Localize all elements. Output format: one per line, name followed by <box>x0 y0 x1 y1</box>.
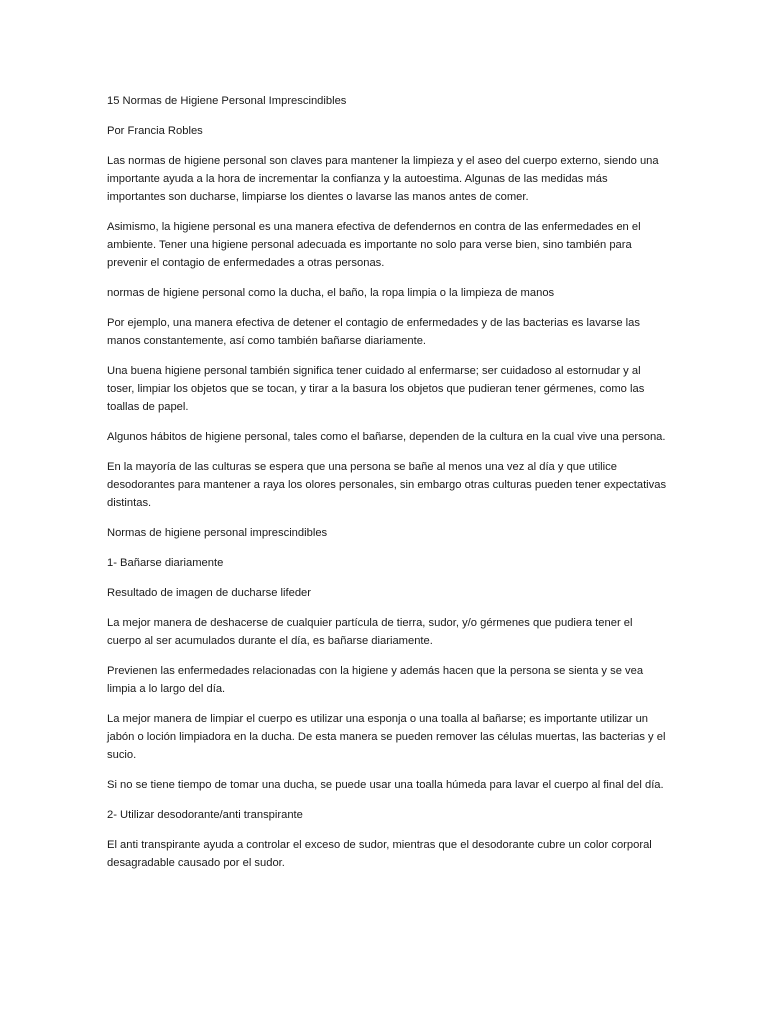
paragraph: El anti transpirante ayuda a controlar el exceso de sudor, mientras que el desodorante cubre un color corporal desagradable causado por el sudor. <box>107 839 652 869</box>
paragraph: La mejor manera de deshacerse de cualquier partícula de tierra, sudor, y/o gérmenes que pudiera tener el cuerpo al ser acumulados durante el día, es bañarse diariamente. <box>107 617 633 647</box>
subsection-heading: 2- Utilizar desodorante/anti transpirante <box>107 809 303 821</box>
paragraph: Asimismo, la higiene personal es una manera efectiva de defendernos en contra de las enfermedades en el ambiente. Tener una higiene personal adecuada es importante no solo para verse bien, sino también para prevenir el contagio de enfermedades a otras personas. <box>107 221 641 269</box>
document-body <box>107 92 667 884</box>
paragraph: Por ejemplo, una manera efectiva de detener el contagio de enfermedades y de las bacterias es lavarse las manos constantemente, así como también bañarse diariamente. <box>107 317 640 347</box>
paragraph: Algunos hábitos de higiene personal, tales como el bañarse, dependen de la cultura en la cual vive una persona. <box>107 431 666 443</box>
document-title: 15 Normas de Higiene Personal Imprescindibles <box>107 95 347 107</box>
document-author: Por Francia Robles <box>107 125 203 137</box>
section-heading: Normas de higiene personal imprescindibles <box>107 527 328 539</box>
subsection-heading: 1- Bañarse diariamente <box>107 557 224 569</box>
paragraph: Una buena higiene personal también significa tener cuidado al enfermarse; ser cuidadoso al estornudar y al toser, limpiar los objetos que se tocan, y tirar a la basura los objetos que pudieran tener gérmenes, como las toallas de papel. <box>107 365 645 413</box>
paragraph: Si no se tiene tiempo de tomar una ducha, se puede usar una toalla húmeda para lavar el cuerpo al final del día. <box>107 779 664 791</box>
paragraph: Las normas de higiene personal son claves para mantener la limpieza y el aseo del cuerpo externo, siendo una importante ayuda a la hora de incrementar la confianza y la autoestima. Algunas de las medidas más importantes son ducharse, limpiarse los dientes o lavarse las manos antes de comer. <box>107 155 659 203</box>
paragraph: En la mayoría de las culturas se espera que una persona se bañe al menos una vez al día y que utilice desodorantes para mantener a raya los olores personales, sin embargo otras culturas pueden tener expectativas distintas. <box>107 461 667 509</box>
image-caption: Resultado de imagen de ducharse lifeder <box>107 587 311 599</box>
paragraph: Previenen las enfermedades relacionadas con la higiene y además hacen que la persona se sienta y se vea limpia a lo largo del día. <box>107 665 644 695</box>
image-caption: normas de higiene personal como la ducha, el baño, la ropa limpia o la limpieza de manos <box>107 287 555 299</box>
paragraph: La mejor manera de limpiar el cuerpo es utilizar una esponja o una toalla al bañarse; es importante utilizar un jabón o loción limpiadora en la ducha. De esta manera se pueden remover las células muertas, las bacterias y el sucio. <box>107 713 666 761</box>
